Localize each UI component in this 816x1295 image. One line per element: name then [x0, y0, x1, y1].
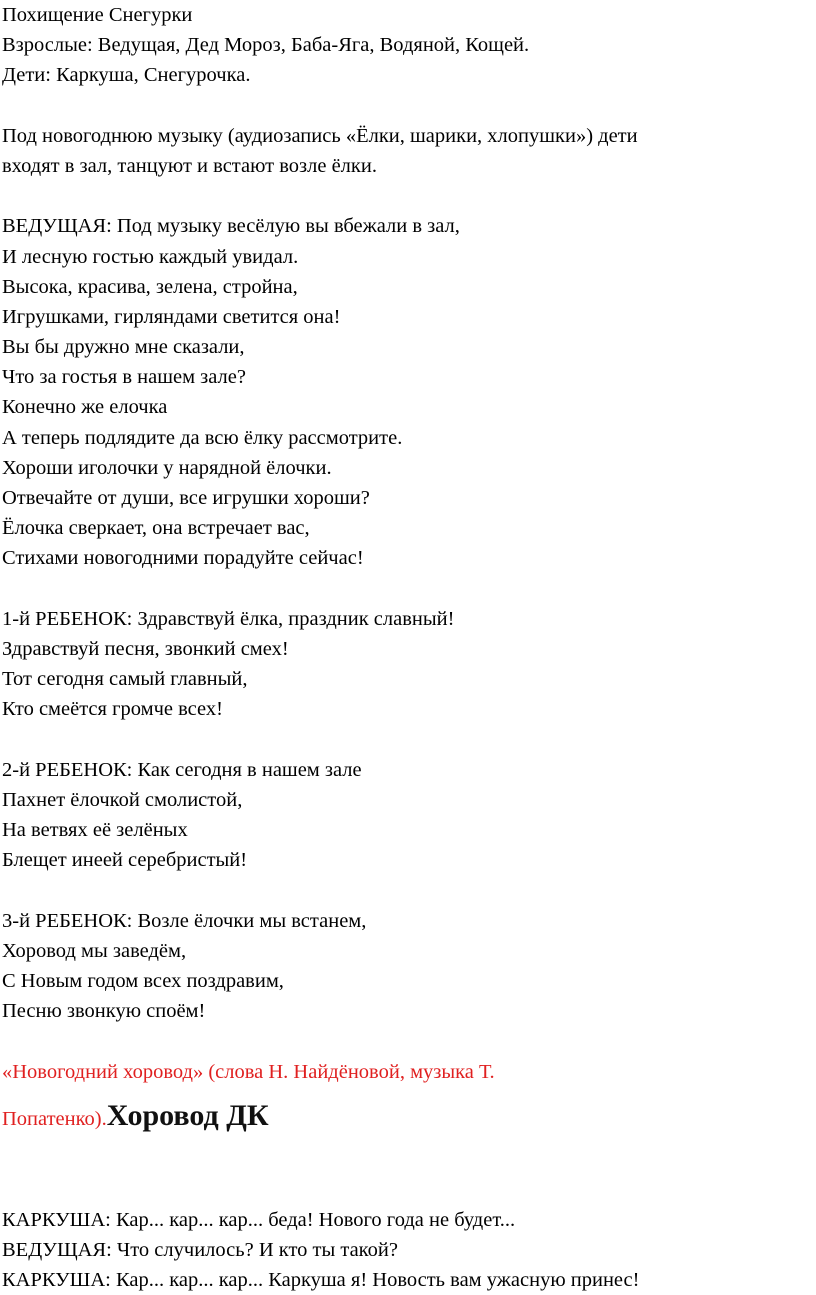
paragraph-gap — [2, 1026, 814, 1056]
host-verse-line: Игрушками, гирляндами светится она! — [2, 305, 341, 328]
child2-verse-line: На ветвях её зелёных — [2, 819, 188, 842]
paragraph-gap — [2, 91, 814, 121]
child2-verse-line: Блещет инеей серебристый! — [2, 849, 248, 872]
paragraph-gap — [2, 181, 814, 211]
intro-line: Под новогоднюю музыку (аудиозапись «Ёлки, шарики, хлопушки») дети — [2, 124, 638, 147]
host-verse-line: И лесную гостью каждый увидал. — [2, 245, 299, 268]
child3-verse-line: 3-й РЕБЕНОК: Возле ёлочки мы встанем, — [2, 909, 367, 932]
child2-verse-line: Пахнет ёлочкой смолистой, — [2, 788, 243, 811]
child3-verse-line: С Новым годом всех поздравим, — [2, 970, 284, 992]
song-title-continuation: Попатенко). — [2, 1107, 107, 1130]
children-cast-line: Дети: Каркуша, Снегурочка. — [2, 64, 251, 87]
host-verse-line: Что за гостья в нашем зале? — [2, 366, 246, 389]
dialogue-line: ВЕДУЩАЯ: Что случилось? И кто ты такой? — [2, 1238, 398, 1261]
adults-cast-line: Взрослые: Ведущая, Дед Мороз, Баба-Яга, Водяной, Кощей. — [2, 34, 530, 57]
paragraph-gap — [2, 574, 814, 604]
host-verse-line: Вы бы дружно мне сказали, — [2, 336, 245, 359]
document-page — [2, 0, 814, 1295]
host-verse-line: ВЕДУЩАЯ: Под музыку весёлую вы вбежали в зал, — [2, 215, 460, 238]
song-title-line: «Новогодний хоровод» (слова Н. Найдёновой, музыка Т. — [2, 1060, 495, 1083]
child1-verse-line: Тот сегодня самый главный, — [2, 668, 248, 691]
document-title: Похищение Снегурки — [2, 4, 193, 26]
song-title-row — [2, 1087, 814, 1145]
paragraph-gap — [2, 1145, 814, 1205]
child3-verse-line: Хоровод мы заведём, — [2, 939, 187, 962]
host-verse-line: Конечно же елочка — [2, 396, 168, 419]
host-verse-line: Отвечайте от души, все игрушки хороши? — [2, 487, 370, 509]
child2-verse-line: 2-й РЕБЕНОК: Как сегодня в нашем зале — [2, 758, 362, 781]
child1-verse-line: 1-й РЕБЕНОК: Здравствуй ёлка, праздник славный! — [2, 607, 455, 630]
child1-verse-line: Здравствуй песня, звонкий смех! — [2, 637, 289, 660]
paragraph-gap — [2, 875, 814, 905]
host-verse-line: Высока, красива, зелена, стройна, — [2, 275, 298, 298]
dialogue-line: КАРКУША: Кар... кар... кар... Каркуша я! Новость вам ужасную принес! — [2, 1269, 640, 1292]
dialogue-line: КАРКУША: Кар... кар... кар... беда! Нового года не будет... — [2, 1208, 516, 1231]
host-verse-line: А теперь подлядите да всю ёлку рассмотрите. — [2, 426, 403, 449]
host-verse-line: Ёлочка сверкает, она встречает вас, — [2, 517, 310, 540]
paragraph-gap — [2, 725, 814, 755]
child1-verse-line: Кто смеётся громче всех! — [2, 698, 223, 721]
dance-label: Хоровод ДК — [106, 1098, 269, 1132]
child3-verse-line: Песню звонкую споём! — [2, 1000, 206, 1023]
host-verse-line: Стихами новогодними порадуйте сейчас! — [2, 547, 364, 570]
host-verse-line: Хороши иголочки у нарядной ёлочки. — [2, 456, 332, 479]
intro-line: входят в зал, танцуют и встают возле ёлки. — [2, 154, 377, 177]
